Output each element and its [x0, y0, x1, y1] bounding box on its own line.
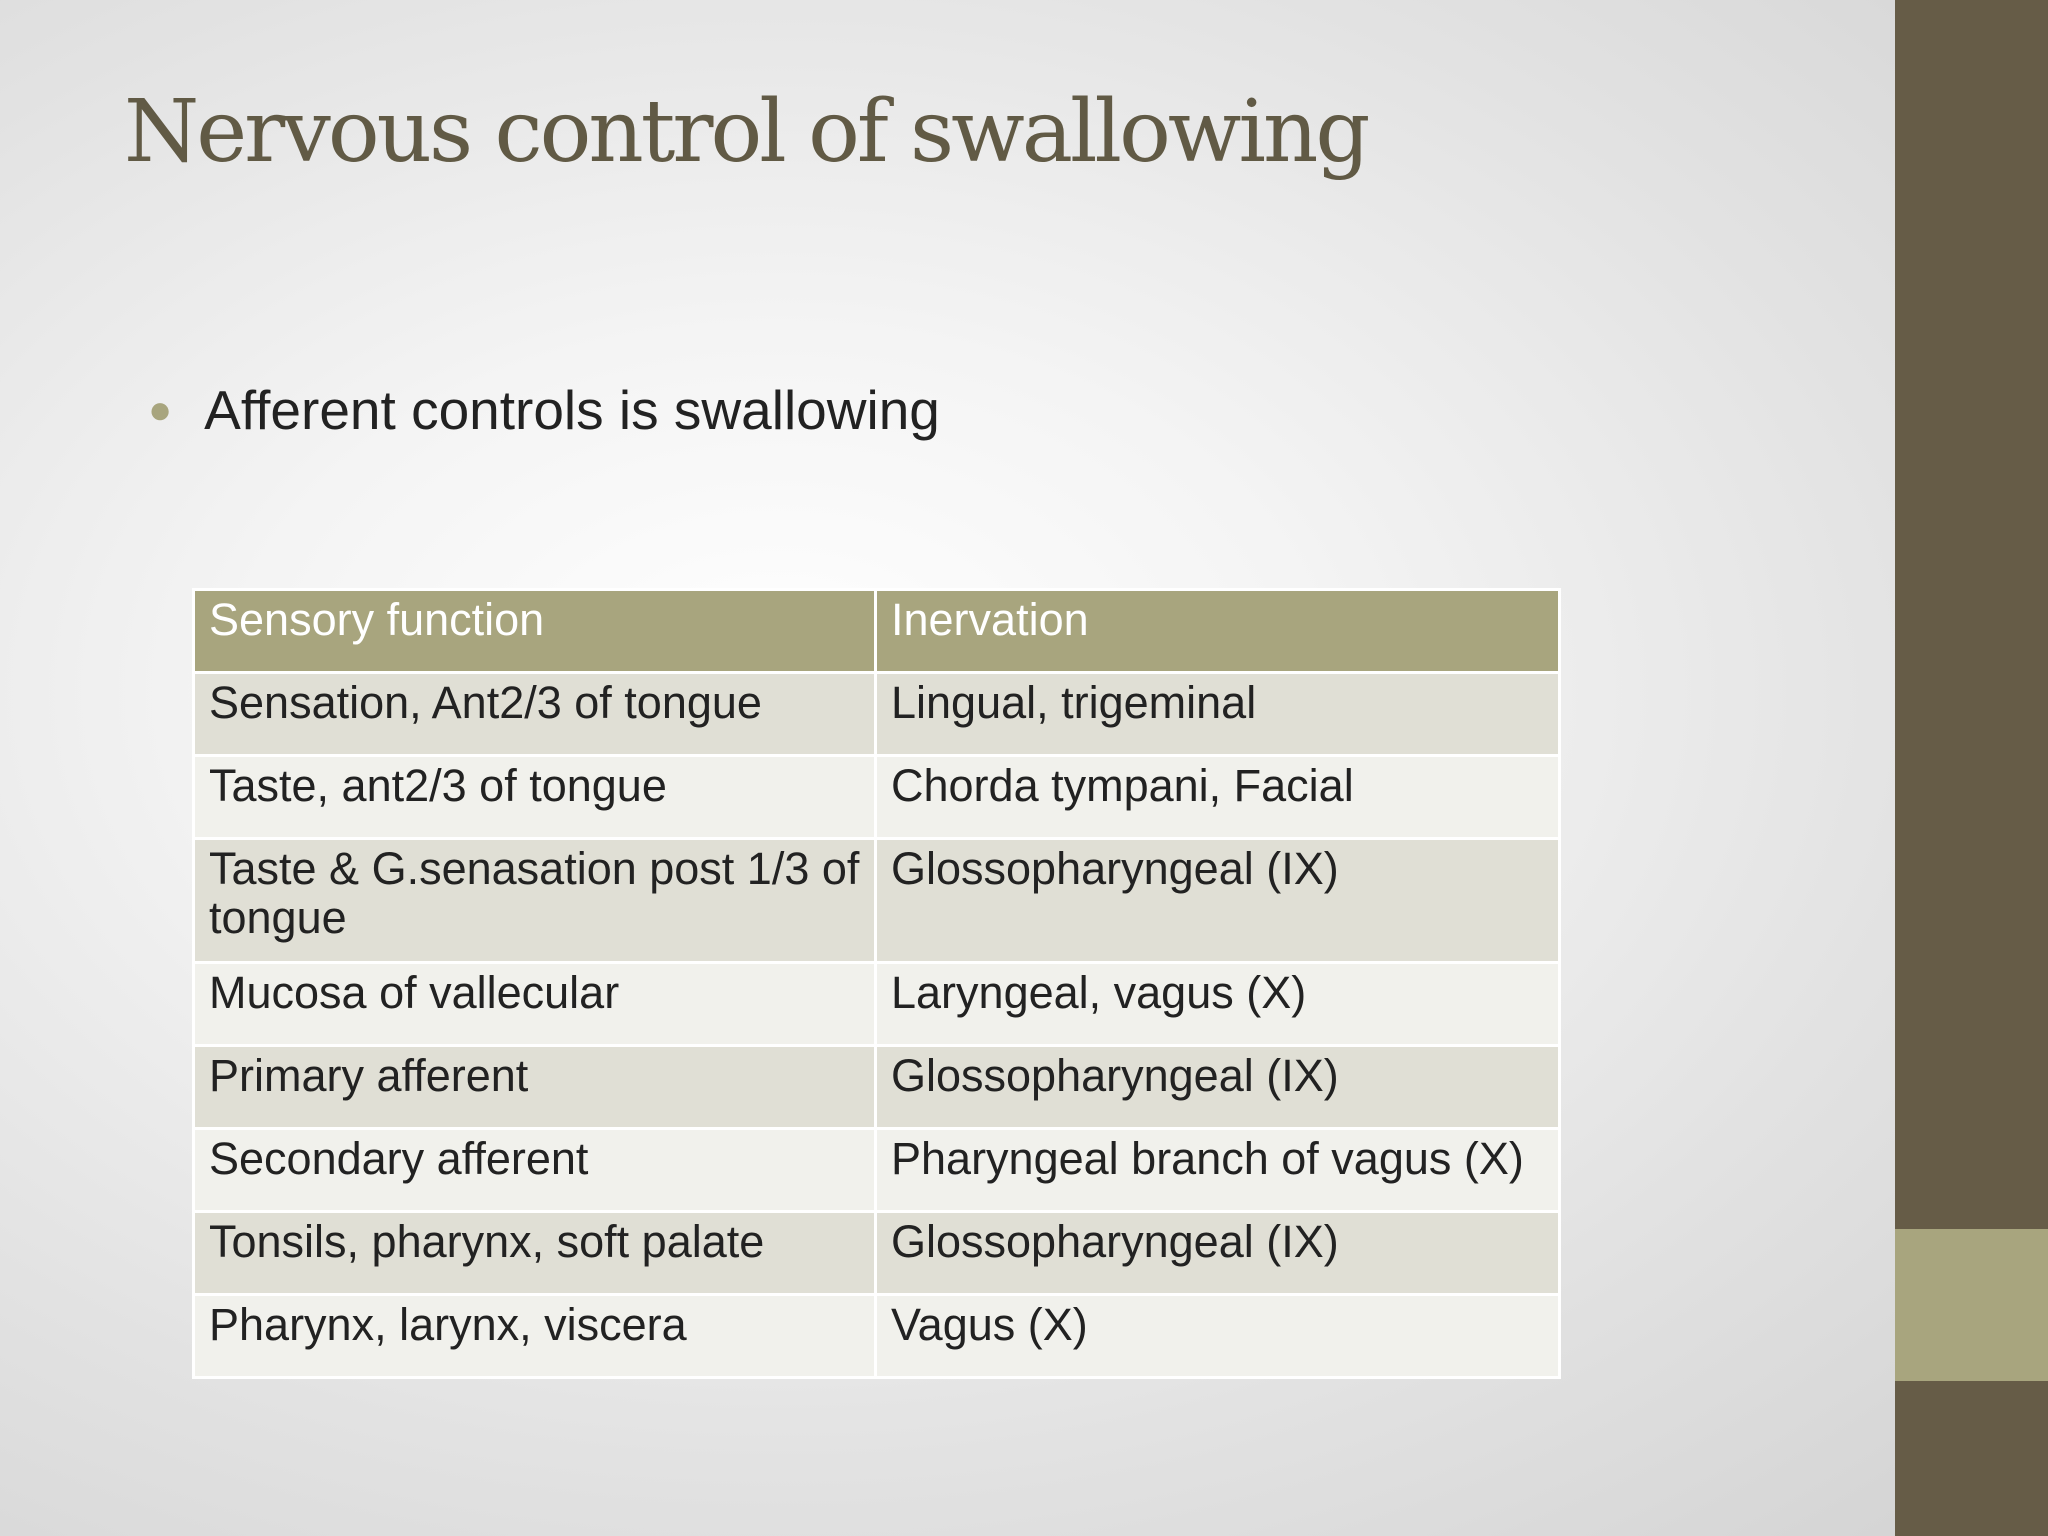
table-cell-nerve: Glossopharyngeal (IX): [876, 1212, 1560, 1295]
table-row: [194, 1046, 1560, 1129]
slide-title: Nervous control of swallowing: [124, 82, 1368, 182]
table-row: [194, 839, 1560, 963]
table-cell-sensory: Sensation, Ant2/3 of tongue: [194, 673, 876, 756]
bullet-dot-icon: ●: [148, 388, 173, 432]
table-cell-nerve: Glossopharyngeal (IX): [876, 1046, 1560, 1129]
decorative-side-accent: [1895, 1229, 2048, 1381]
table-row: [194, 1129, 1560, 1212]
table-cell-sensory: Mucosa of vallecular: [194, 963, 876, 1046]
table-cell-nerve: Glossopharyngeal (IX): [876, 839, 1560, 963]
table-cell-sensory: Pharynx, larynx, viscera: [194, 1295, 876, 1378]
table-cell-sensory: Primary afferent: [194, 1046, 876, 1129]
table-cell-nerve: Vagus (X): [876, 1295, 1560, 1378]
table-row: [194, 1295, 1560, 1378]
table-cell-sensory: Taste, ant2/3 of tongue: [194, 756, 876, 839]
table-header-row: [194, 590, 1560, 673]
innervation-table: [192, 588, 1561, 1379]
header-sensory-function: Sensory function: [194, 590, 876, 673]
bullet-text: Afferent controls is swallowing: [204, 379, 940, 441]
table-cell-nerve: Pharyngeal branch of vagus (X): [876, 1129, 1560, 1212]
table-cell-nerve: Laryngeal, vagus (X): [876, 963, 1560, 1046]
table-cell-nerve: Chorda tympani, Facial: [876, 756, 1560, 839]
table-row: [194, 963, 1560, 1046]
table-cell-sensory: Tonsils, pharynx, soft palate: [194, 1212, 876, 1295]
table-cell-nerve: Lingual, trigeminal: [876, 673, 1560, 756]
table-cell-sensory: Secondary afferent: [194, 1129, 876, 1212]
table-row: [194, 1212, 1560, 1295]
table-cell-sensory: Taste & G.senasation post 1/3 of tongue: [194, 839, 876, 963]
table-row: [194, 756, 1560, 839]
table-row: [194, 673, 1560, 756]
header-inervation: Inervation: [876, 590, 1560, 673]
bullet-item: [148, 378, 940, 442]
